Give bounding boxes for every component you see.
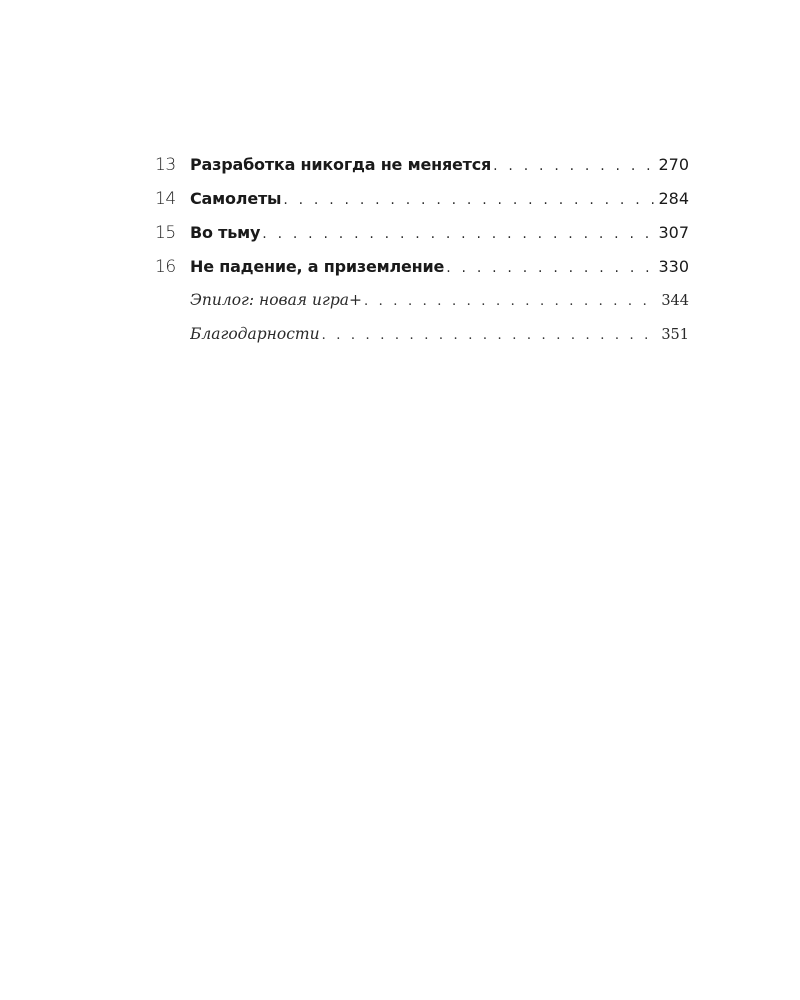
toc-entry-15 (155, 223, 689, 257)
section-title: Благодарности (190, 325, 320, 343)
page-number: 344 (661, 293, 689, 309)
chapter-number: 15 (155, 223, 176, 243)
chapter-number: 16 (155, 257, 176, 277)
chapter-title: Самолеты (190, 189, 282, 208)
page-number: 284 (658, 189, 689, 208)
toc-entry-epilogue (155, 291, 689, 325)
dot-leader (320, 328, 658, 343)
dot-leader (281, 192, 654, 208)
toc-entry-13 (155, 155, 689, 189)
table-of-contents (155, 155, 689, 359)
dot-leader (362, 294, 657, 309)
dot-leader (260, 226, 654, 242)
toc-entry-14 (155, 189, 689, 223)
chapter-title: Не падение, а приземление (190, 257, 445, 276)
page-number: 351 (661, 327, 689, 343)
toc-entry-acknowledgements (155, 325, 689, 359)
page-number: 270 (658, 155, 689, 174)
page-number: 330 (658, 257, 689, 276)
chapter-title: Во тьму (190, 223, 261, 242)
chapter-title: Разработка никогда не меняется (190, 155, 492, 174)
chapter-number: 14 (155, 189, 176, 209)
dot-leader (491, 158, 654, 174)
page-number: 307 (658, 223, 689, 242)
chapter-number: 13 (155, 155, 176, 175)
dot-leader (444, 260, 654, 276)
section-title: Эпилог: новая игра+ (190, 291, 362, 309)
toc-entry-16 (155, 257, 689, 291)
